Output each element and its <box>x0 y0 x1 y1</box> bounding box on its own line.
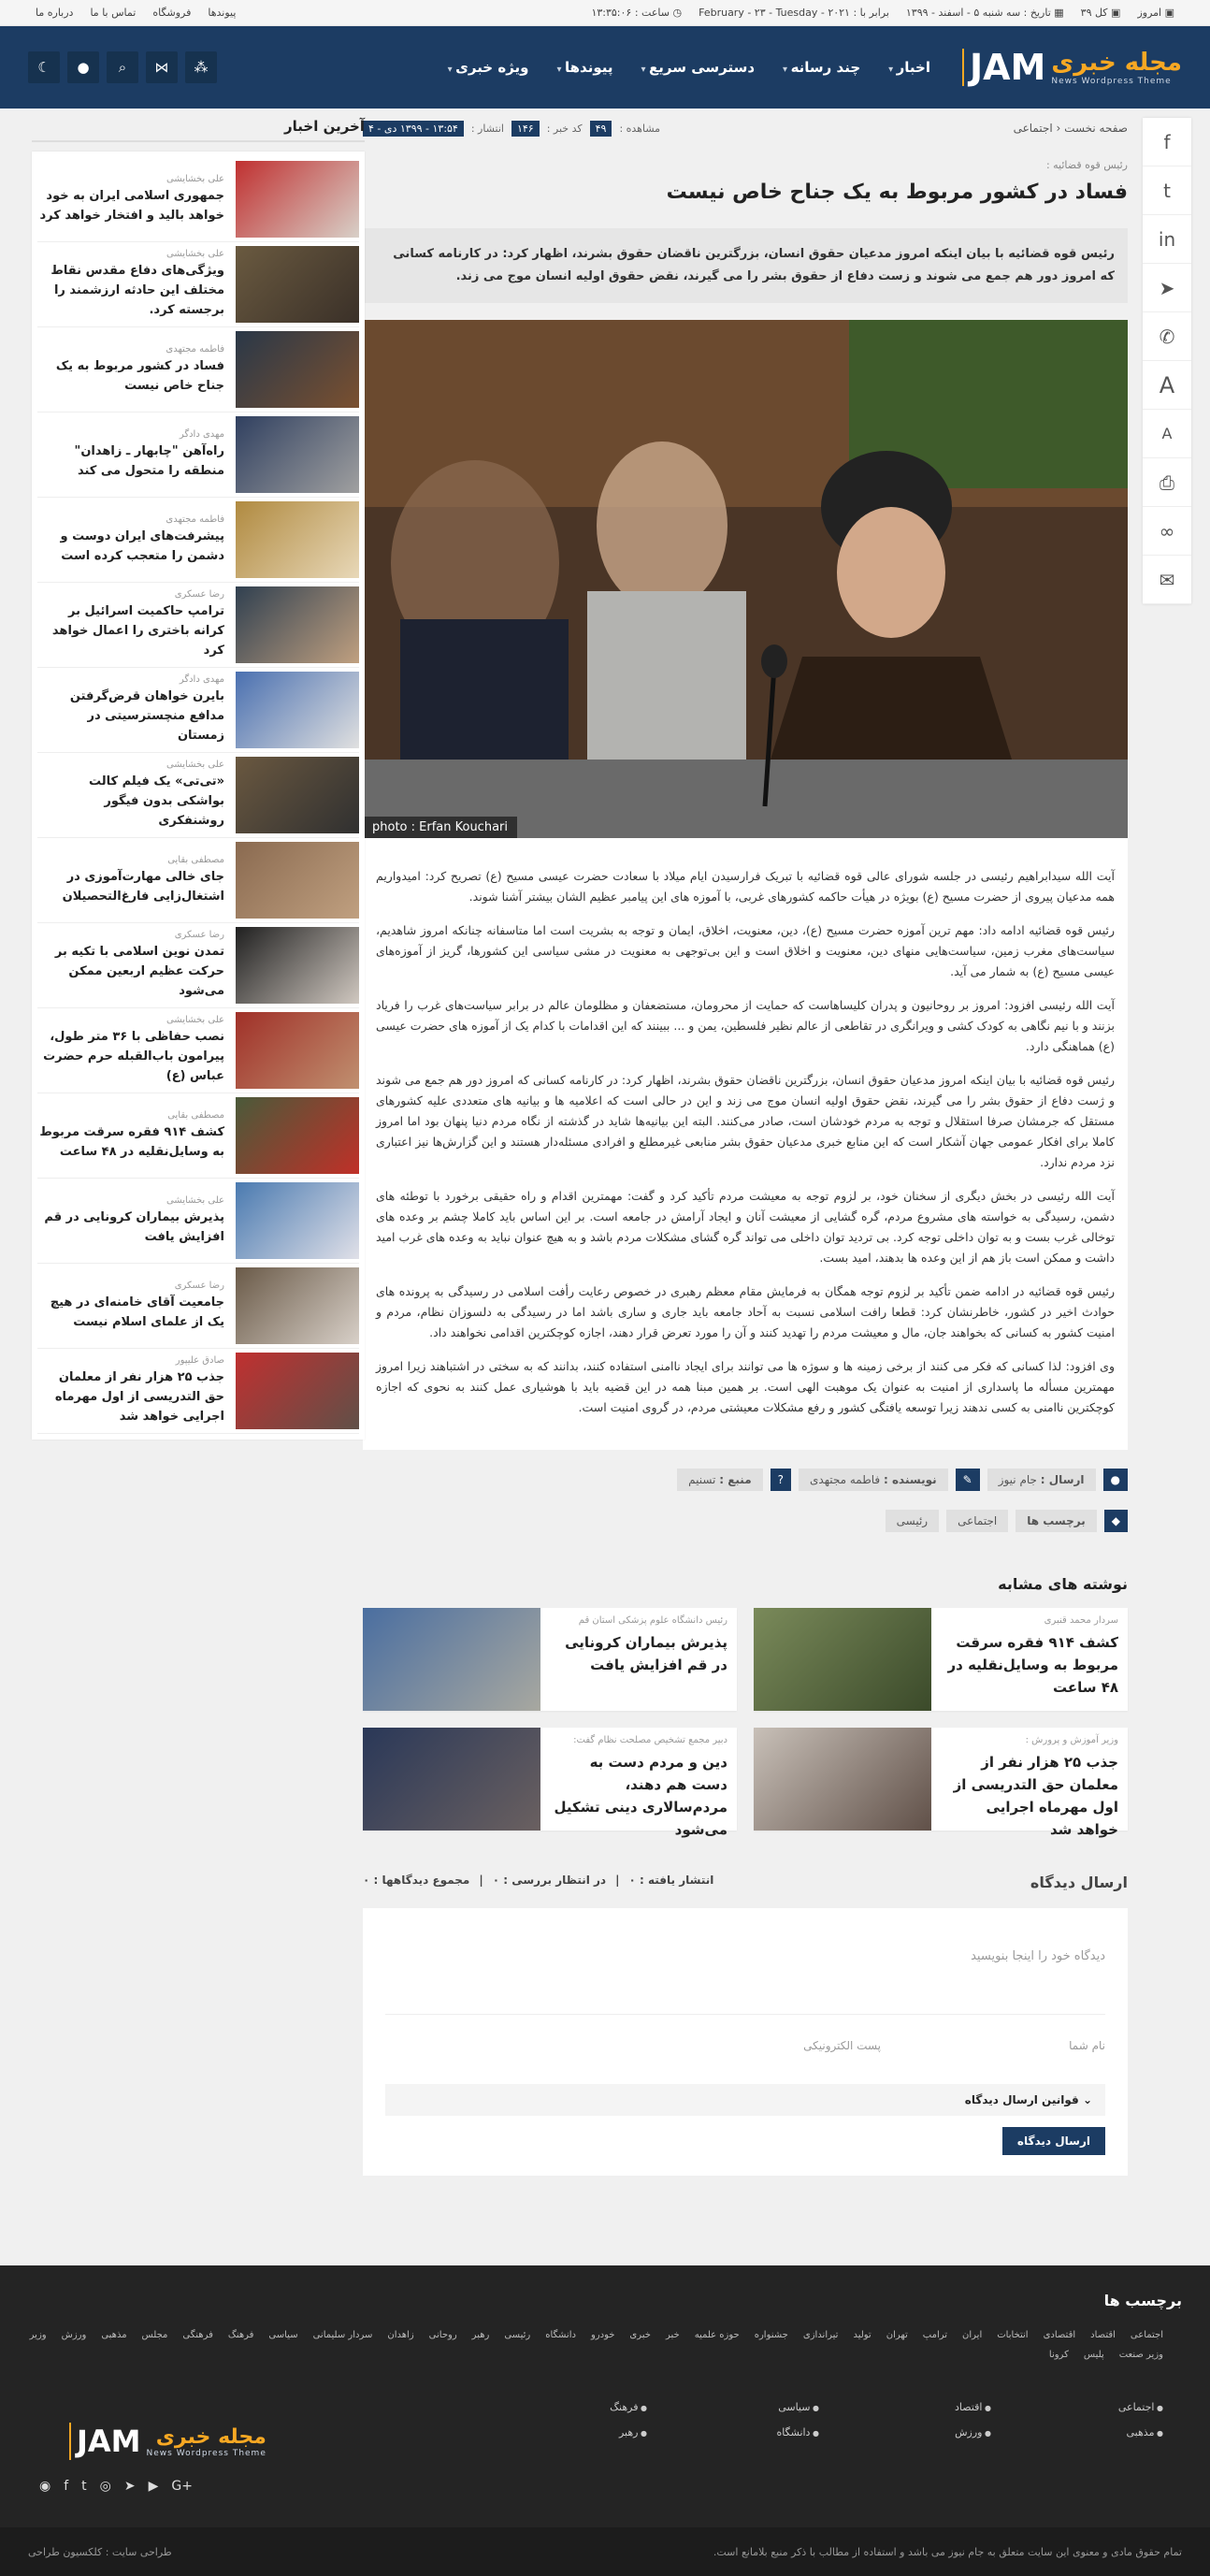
sidebar-item-text <box>37 1015 224 1086</box>
sidebar-item-text <box>37 674 224 745</box>
tag-icon: ◆ <box>1104 1510 1128 1532</box>
related-item[interactable]: وزیر آموزش و پرورش : جذب ۲۵ هزار نفر از معلمان حق التدریسی از اول مهرماه اجرایی خواهد شد <box>754 1728 1128 1831</box>
sidebar-item-author: فاطمه مجتهدی <box>166 514 224 525</box>
font-large-icon[interactable]: A <box>1143 361 1191 410</box>
footer-tag[interactable]: مجلس <box>141 2330 168 2340</box>
sidebar-item-text <box>37 1355 224 1426</box>
comments-heading: ارسال دیدگاه <box>1030 1874 1128 1891</box>
rss-icon[interactable]: ◉ <box>39 2479 51 2494</box>
breadcrumb: صفحه نخست ‹ اجتماعی <box>1013 122 1128 135</box>
sidebar-item-author: مهدی دادگر <box>179 674 224 685</box>
sidebar-thumbnail <box>236 1353 359 1429</box>
print-icon[interactable]: ⎙ <box>1143 458 1191 507</box>
time-label: ◷ ساعت : ۱۳:۳۵:۰۶ <box>591 7 683 19</box>
sidebar-item-text <box>37 344 224 396</box>
sender: ارسال : جام نیوز <box>987 1469 1096 1491</box>
user-icon[interactable]: ● <box>67 51 99 83</box>
user-icon: ● <box>1103 1469 1128 1491</box>
views-count: ۴۹ <box>590 121 612 137</box>
footer-tag[interactable]: رهبر <box>471 2330 490 2340</box>
article-title: فساد در کشور مربوط به یک جناح خاص نیست <box>666 181 1128 204</box>
footer-tag[interactable]: سردار سلیمانی <box>312 2330 373 2340</box>
paragraph: رئیس قوه قضائیه در ادامه ضمن تأکید بر لزوم توجه همگان به فرمایش مقام معظم رهبری در خصوص رعایت رأفت اسلامی در رسیدگی به پرونده های حوادث اخیر در کشور، خاطرنشان کرد: قطعا رافت اسلامی نسبت به آحاد جامعه باید جاری و ساری باشد اما در رسیدگی به دلسوزان نظام، مردم و امنیت کشور به کسانی که بخواهند جان، مال و معیشت مردم را تهدید کنند و آن را مورد تعرض قرار دهند، اجازه کوچکترین اقدامی نخواهند داد. <box>376 1284 1115 1339</box>
latest-news-sidebar <box>32 118 365 1440</box>
sidebar-item-title: بایرن خواهان قرض‌گرفتن مدافع منچسترسیتی در زمستان <box>69 689 224 743</box>
twitter-icon[interactable]: t <box>1143 166 1191 215</box>
sidebar-item-title: پذیرش بیماران کرونایی در قم افزایش یافت <box>44 1209 224 1244</box>
top-link-about[interactable]: درباره ما <box>36 7 74 19</box>
footer-link[interactable]: ● دانشگاه <box>647 2426 819 2439</box>
footer-tag[interactable]: انتخابات <box>997 2330 1029 2340</box>
sidebar-item-author: علی بخشایشی <box>166 249 224 259</box>
footer-tag[interactable]: خودرو <box>590 2330 615 2340</box>
nav-multimedia[interactable]: چند رسانه ▾ <box>783 59 860 76</box>
footer-tag[interactable]: خبری <box>629 2330 651 2340</box>
source: منبع : تسنیم <box>677 1469 763 1491</box>
whatsapp-icon[interactable]: ✆ <box>1143 312 1191 361</box>
footer-tag[interactable]: اجتماعی <box>1130 2330 1163 2340</box>
photo-credit: photo : Erfan Kouchari <box>363 817 517 838</box>
comments-tab-pending[interactable]: در انتظار بررسی : ۰ <box>492 1874 607 1887</box>
sidebar-item-title: «تی‌تی» یک فیلم کالت بواشکی بدون فیگور روشنفکری <box>88 774 224 828</box>
designer-credit[interactable]: طراحی سایت : کلکسیون طراحی <box>28 2545 172 2558</box>
sidebar-item-author: رضا عسکری <box>174 1280 224 1291</box>
credits-row <box>363 1469 1128 1491</box>
share-icon[interactable]: ⋈ <box>146 51 178 83</box>
footer-tag[interactable]: اقتصادی <box>1043 2330 1076 2340</box>
sidebar-thumbnail <box>236 1012 359 1089</box>
search-icon[interactable]: ⌕ <box>107 51 138 83</box>
sidebar-item-text <box>37 249 224 320</box>
instagram-icon[interactable]: ◎ <box>99 2479 111 2494</box>
related-item[interactable]: رئیس دانشگاه علوم پزشکی استان قم پذیرش بیماران کرونایی در قم افزایش یافت <box>363 1608 737 1711</box>
paragraph: وی افزود: لذا کسانی که فکر می کنند از برخی زمینه ها و سوژه ها می توانند برای ایجاد ناامنی استفاده کنند، بدانند که به سختی در اشتباهند زیرا امروز مهمترین مسأله ما پاسداری از امنیت به عنوان یک موهبت الهی است. بر همین مبنا همه در این قضیه باید با هوشیاری عمل کنند به نحوی که اجازه کوچکترین ناامنی به کسی ندهند زیرا توسعه یافتگی کشور و رفع مشکلات معیشتی مردم، در گروی امنیت است. <box>376 1359 1115 1414</box>
related-thumbnail <box>363 1608 540 1711</box>
footer-tag[interactable]: کرونا <box>1048 2350 1069 2360</box>
footer-tag[interactable]: دانشگاه <box>545 2330 576 2340</box>
sidebar-item-text <box>37 930 224 1001</box>
sidebar-item-title: ویژگی‌های دفاع مقدس نقاط مختلف این حادثه ارزشمند را برجسته کرد. <box>50 264 224 317</box>
google-plus-icon[interactable]: G+ <box>171 2479 193 2494</box>
sidebar-item-title: تمدن نوین اسلامی با تکیه بر حرکت عظیم اربعین ممکن می‌شود <box>54 945 224 998</box>
article-kicker: رئیس قوه قضائیه : <box>1045 159 1128 171</box>
date-label: ▦ تاریخ : سه شنبه ۵ - اسفند - ۱۳۹۹ <box>905 7 1064 19</box>
footer-tag[interactable]: ایران <box>962 2330 983 2340</box>
submit-comment-button[interactable]: ارسال دیدگاه <box>1002 2127 1105 2155</box>
site-header <box>0 26 1210 109</box>
sidebar-item-author: مصطفی بقایی <box>167 1109 224 1121</box>
sidebar-thumbnail <box>236 586 359 663</box>
sidebar-item-text <box>37 1110 224 1162</box>
article-lead: رئیس قوه قضائیه با بیان اینکه امروز مدعیان حقوق انسان، بزرگترین ناقضان حقوق بشرند، اظهار کرد: در کارنامه کسانی که امروز دور هم جمع می شوند و زست دفاع از حقوق بشر را می گیرند، نقض حقوق اولیه انسان موج می زند. <box>363 228 1128 303</box>
publish-date: ۱۳:۵۴ - ۱۳۹۹ دی - ۴ <box>363 121 464 137</box>
sidebar-thumbnail <box>236 161 359 238</box>
footer-link[interactable]: ● سیاسی <box>647 2401 819 2413</box>
footer-tag[interactable]: جشنواره <box>754 2330 788 2340</box>
comment-rules[interactable]: ⌄ قوانین ارسال دیدگاه <box>385 2084 1105 2116</box>
footer-tags <box>28 2330 1182 2360</box>
email-icon[interactable]: ✉ <box>1143 556 1191 604</box>
tag-item[interactable]: اجتماعی <box>946 1510 1008 1532</box>
copyright-bar <box>0 2527 1210 2576</box>
dark-mode-icon[interactable]: ☾ <box>28 51 60 83</box>
sidebar-thumbnail <box>236 842 359 919</box>
footer-link[interactable]: ● رهبر <box>475 2426 647 2439</box>
source-icon: ? <box>771 1469 791 1491</box>
sidebar-list <box>32 152 365 1440</box>
footer-link[interactable]: ● اقتصاد <box>819 2401 991 2413</box>
top-bar <box>0 0 1210 26</box>
count-label: ▣ کل ۳۹ <box>1080 7 1121 19</box>
date-en-label: برابر با : ۲۰۲۱ - February - ۲۳ - Tuesday <box>699 7 889 19</box>
nav-special[interactable]: ویژه خبری ▾ <box>448 59 529 76</box>
footer-tag[interactable]: خبر <box>665 2330 680 2340</box>
sidebar-item[interactable] <box>37 242 359 327</box>
sidebar-item-text <box>37 514 224 566</box>
sidebar-item[interactable] <box>37 1264 359 1349</box>
sidebar-item-title: ترامپ حاکمیت اسرائیل بر کرانه باختری را اعمال خواهد کرد <box>51 604 224 658</box>
footer-tag[interactable]: وزیر صنعت <box>1118 2350 1163 2360</box>
sidebar-item-title: راه‌آهن "چابهار ـ زاهدان" منطقه را متحول می کند <box>74 443 224 478</box>
sidebar-item-title: جامعیت آقای خامنه‌ای در هیچ یک از علمای اسلام نیست <box>50 1295 224 1329</box>
footer-tag[interactable]: فرهنگ <box>227 2330 254 2340</box>
footer-tag[interactable]: فرهنگی <box>182 2330 213 2340</box>
footer-tag[interactable]: مذهبی <box>101 2330 127 2340</box>
sidebar-item[interactable] <box>37 668 359 753</box>
facebook-icon[interactable]: f <box>1143 118 1191 166</box>
sidebar-item[interactable] <box>37 157 359 242</box>
sidebar-item-author: علی بخشایشی <box>166 1194 224 1206</box>
footer-tag[interactable]: روحانی <box>428 2330 457 2340</box>
sidebar-item-author: مصطفی بقایی <box>167 854 224 865</box>
sidebar-item[interactable] <box>37 498 359 583</box>
grid-icon[interactable]: ⁂ <box>185 51 217 83</box>
related-heading: نوشته های مشابه <box>998 1575 1128 1593</box>
comments-tab-published[interactable]: انتشار یافته : ۰ <box>628 1874 714 1887</box>
today-link[interactable]: ▣ امروز <box>1137 7 1174 19</box>
paragraph: آیت الله سیدابراهیم رئیسی در جلسه شورای عالی قوه قضائیه با تبریک فرارسیدن ایام میلاد با سعادت حضرت عیسی مسیح (ع) تصریح کرد: امیدواریم همه مدعیان پیروی از حضرت مسیح (ع) بویژه در هیأت حاکمه کشورهای غربی، با آموزه های این پیامبر عظیم الشان بیشتر آشنا شوند. <box>376 869 1115 904</box>
main-nav <box>217 59 962 76</box>
footer-tag[interactable]: زاهدان <box>387 2330 414 2340</box>
related-thumbnail <box>754 1728 931 1831</box>
footer-link[interactable]: ● مذهبی <box>991 2426 1163 2439</box>
sidebar-thumbnail <box>236 1267 359 1344</box>
footer-tag[interactable]: سیاسی <box>268 2330 298 2340</box>
sidebar-thumbnail <box>236 416 359 493</box>
sidebar-item-title: کشف ۹۱۴ فقره سرقت مربوط به وسایل‌نقلیه در ۴۸ ساعت <box>39 1124 224 1159</box>
telegram-icon[interactable]: ➤ <box>1143 264 1191 312</box>
footer-link[interactable]: ● اجتماعی <box>991 2401 1163 2413</box>
sidebar-item-author: رضا عسکری <box>174 589 224 600</box>
sidebar-item[interactable] <box>37 838 359 923</box>
sidebar-item-text <box>37 589 224 660</box>
comment-textarea[interactable]: دیدگاه خود را اینجا بنویسید <box>385 1931 1105 2015</box>
font-small-icon[interactable]: A <box>1143 410 1191 458</box>
sidebar-item-text <box>37 429 224 481</box>
paragraph: رئیس قوه قضائیه با بیان اینکه امروز مدعیان حقوق انسان، بزرگترین ناقضان حقوق بشرند، اظهار کرد: در کارنامه کسانی که امروز دور هم جمع می شوند و ژست دفاع از حقوق بشر را می گیرند، نقض حقوق اولیه انسان موج می زند و این در حالی است که اعلامیه ها و بیانیه های متعددی علیه کشورهای مستقل که جرمشان صرفا استقلال و توجه به مردم خودشان است، صادر می‌کنند. البته این بیانیه‌ها شاید در گذشته از نگاه مردم دنیا پنهان بود اما امروز کاملا برای افکار عمومی جهان آشکار است که این منابع خبری مدعیان حقوق بشر منابعی غیرمطلع و افرادی مسئله‌دار هستند و این گزارش‌ها نیز اعتباری نزد مردم ندارد. <box>376 1073 1115 1169</box>
sidebar-item-text <box>37 855 224 906</box>
article-meta: مشاهده : ۴۹ کد خبر : ۱۴۶ انتشار : ۱۳:۵۴ - ۱۳۹۹ دی - ۴ <box>363 121 660 137</box>
sidebar-item[interactable] <box>37 753 359 838</box>
nav-news[interactable]: اخبار ▾ <box>888 59 930 76</box>
related-item[interactable]: سردار محمد قنبری کشف ۹۱۴ فقره سرقت مربوط به وسایل‌نقلیه در ۴۸ ساعت <box>754 1608 1128 1711</box>
paragraph: آیت الله رئیسی افزود: امروز بر روحانیون و پدران کلیساهاست که حمایت از محرومان، مستضعفان و مظلومان عالم در برابر سیاست‌های غرب را فریاد بزنند و با نیم نگاهی به کودک کشی و ویرانگری در تقاطعی از عالم نظیر فلسطین، یمن و ... ببینند که این اقدامات با کدام یک از آموزه های حضرت عیسی (ع) هماهنگی دارد. <box>376 998 1115 1053</box>
sidebar-item-text <box>37 174 224 225</box>
sidebar-item[interactable] <box>37 1093 359 1179</box>
footer-logo[interactable]: JAM مجله خبری News Wordpress Theme <box>69 2423 266 2460</box>
footer-tag[interactable]: تولید <box>853 2330 871 2340</box>
footer-tag[interactable]: حوزه علمیه <box>694 2330 740 2340</box>
sidebar-item-text <box>37 760 224 831</box>
sidebar-item-text <box>37 1195 224 1247</box>
site-logo[interactable]: JAM مجله خبری News Wordpress Theme <box>962 49 1182 86</box>
footer-tag[interactable]: تیراندازی <box>802 2330 839 2340</box>
tags-row <box>363 1510 1128 1532</box>
sidebar-heading: آخرین اخبار <box>32 118 365 142</box>
nav-links[interactable]: پیوندها ▾ <box>557 59 613 76</box>
top-link-contact[interactable]: تماس با ما <box>90 7 137 19</box>
comments-header: ارسال دیدگاه انتشار یافته : ۰ | در انتظار بررسی : ۰ | مجموع دیدگاهها : ۰ <box>363 1874 1128 1891</box>
breadcrumb-home[interactable]: صفحه نخست <box>1064 122 1128 135</box>
sidebar-item-title: پیشرفت‌های ایران دوست و دشمن را متعجب کرده است <box>60 528 224 563</box>
sidebar-thumbnail <box>236 757 359 833</box>
related-grid <box>363 1608 1128 1838</box>
sidebar-item-author: علی بخشایشی <box>166 1015 224 1025</box>
footer-tag[interactable]: ترامپ <box>922 2330 948 2340</box>
sidebar-thumbnail <box>236 331 359 408</box>
twitter-icon[interactable]: t <box>81 2479 87 2494</box>
tags-label: برچسب ها <box>1016 1510 1097 1532</box>
comments-tab-total[interactable]: مجموع دیدگاهها : ۰ <box>363 1874 470 1887</box>
sidebar-item-author: علی بخشایشی <box>166 173 224 184</box>
article-body <box>363 838 1128 1450</box>
sidebar-item-title: جذب ۲۵ هزار نفر از معلمان حق التدریسی از اول مهرماه اجرایی خواهد شد <box>54 1370 224 1424</box>
sidebar-item-title: فساد در کشور مربوط به یک جناح خاص نیست <box>55 358 224 393</box>
sidebar-thumbnail <box>236 1097 359 1174</box>
footer-tag[interactable]: اقتصاد <box>1090 2330 1116 2340</box>
link-icon[interactable]: ∞ <box>1143 507 1191 556</box>
top-link-links[interactable]: پیوندها <box>208 7 237 19</box>
related-item[interactable]: دبیر مجمع تشخیص مصلحت نظام گفت: دین و مردم دست به دست هم دهند، مردم‌سالاری دینی تشکیل می‌شود <box>363 1728 737 1831</box>
sidebar-item-author: علی بخشایشی <box>166 760 224 770</box>
sidebar-item-title: جای خالی مهارت‌آموزی در اشتغال‌زایی فارغ‌التحصیلان <box>62 869 224 904</box>
related-thumbnail <box>363 1728 540 1831</box>
sidebar-thumbnail <box>236 672 359 748</box>
sidebar-item-author: صادق علیپور <box>175 1355 224 1366</box>
article-photo <box>363 320 1128 838</box>
sidebar-item[interactable] <box>37 1008 359 1093</box>
paragraph: آیت الله رئیسی در بخش دیگری از سخنان خود، بر لزوم توجه به معیشت مردم تأکید کرد و گفت: مهمترین اقدام و راه حقیقی برخورد با توطئه های دشمن، رسیدگی به خواسته های مشروع مردم، گره گشایی از معیشت آنان و ایجاد آرامش در جامعه است. بر این اساس باید کاملا چشم بر وعده های توخالی غرب بست و به توان داخلی توجه کرد. بی تردید توان داخلی می تواند گره گشای مشکلات مردم باشد و به هیچ عنوان نباید به وعده های غرب امید داشت و ممکن است باز هم از این وعده ها بدهند، امید بست. <box>376 1189 1115 1265</box>
telegram-icon[interactable]: ➤ <box>123 2479 136 2494</box>
linkedin-icon[interactable]: in <box>1143 215 1191 264</box>
footer-tag[interactable]: تهران <box>886 2330 908 2340</box>
sidebar-thumbnail <box>236 1182 359 1259</box>
footer-tag[interactable]: وزیر <box>29 2330 47 2340</box>
footer-tags-heading: برچسب ها <box>1103 2292 1182 2309</box>
sidebar-thumbnail <box>236 927 359 1004</box>
sidebar-item[interactable] <box>37 412 359 498</box>
breadcrumb-category[interactable]: اجتماعی <box>1013 122 1053 135</box>
top-link-shop[interactable]: فروشگاه <box>152 7 192 19</box>
related-thumbnail <box>754 1608 931 1711</box>
tag-item[interactable]: رئیسی <box>886 1510 939 1532</box>
copyright: تمام حقوق مادی و معنوی این سایت متعلق به جام نیوز می باشد و استفاده از مطالب با ذکر منبع بلامانع است. <box>713 2545 1182 2558</box>
news-code: ۱۴۶ <box>511 121 540 137</box>
nav-quick-access[interactable]: دسترسی سریع ▾ <box>641 59 756 76</box>
sidebar-item[interactable] <box>37 1179 359 1264</box>
comment-form <box>363 1908 1128 2176</box>
footer-tag[interactable]: پلیس <box>1083 2350 1104 2360</box>
article-main <box>363 118 1128 2176</box>
author: نویسنده : فاطمه مجتهدی <box>799 1469 948 1491</box>
footer-tag[interactable]: رئیسی <box>504 2330 531 2340</box>
sidebar-item-text <box>37 1281 224 1332</box>
footer-link[interactable]: ● فرهنگ <box>475 2401 647 2413</box>
paragraph: رئیس قوه قضائیه ادامه داد: مهم ترین آموزه حضرت مسیح (ع)، دین، معنویت، اخلاق، ایمان و توجه به بشریت است اما متاسفانه چنانکه امروز شاهدیم، سیاست‌های مغرب زمین، سیاست‌هایی منهای دین، معنویت و اخلاق است و این بی‌توجهی به معنویت در مشی سیاسی این کشورها، گریز از آموزه‌های عیسی مسیح (ع) به شمار می آید. <box>376 923 1115 978</box>
sidebar-item[interactable] <box>37 1349 359 1434</box>
sidebar-item-author: فاطمه مجتهدی <box>166 343 224 355</box>
sidebar-item-title: نصب حفاظی با ۳۶ متر طول، پیرامون باب‌القبله حرم حضرت عباس (ع) <box>43 1030 224 1083</box>
sidebar-item-author: رضا عسکری <box>174 930 224 940</box>
sidebar-item[interactable] <box>37 923 359 1008</box>
youtube-icon[interactable]: ▶ <box>148 2479 159 2494</box>
email-field[interactable]: پست الکترونیکی <box>803 2039 881 2052</box>
photo-illustration <box>363 320 1128 838</box>
facebook-icon[interactable]: f <box>64 2479 69 2494</box>
sidebar-item-author: مهدی دادگر <box>179 428 224 440</box>
site-footer <box>0 2265 1210 2576</box>
sidebar-item[interactable] <box>37 327 359 412</box>
footer-link[interactable]: ● ورزش <box>819 2426 991 2439</box>
footer-social <box>39 2479 193 2494</box>
pen-icon: ✎ <box>956 1469 980 1491</box>
sidebar-item-title: جمهوری اسلامی ایران به خود خواهد بالید و افتخار خواهد کرد <box>39 188 224 223</box>
footer-tag[interactable]: ورزش <box>61 2330 87 2340</box>
share-sidebar <box>1143 118 1191 604</box>
name-field[interactable]: نام شما <box>1069 2039 1105 2052</box>
sidebar-thumbnail <box>236 246 359 323</box>
sidebar-item[interactable] <box>37 583 359 668</box>
sidebar-thumbnail <box>236 501 359 578</box>
header-icons <box>28 51 217 83</box>
